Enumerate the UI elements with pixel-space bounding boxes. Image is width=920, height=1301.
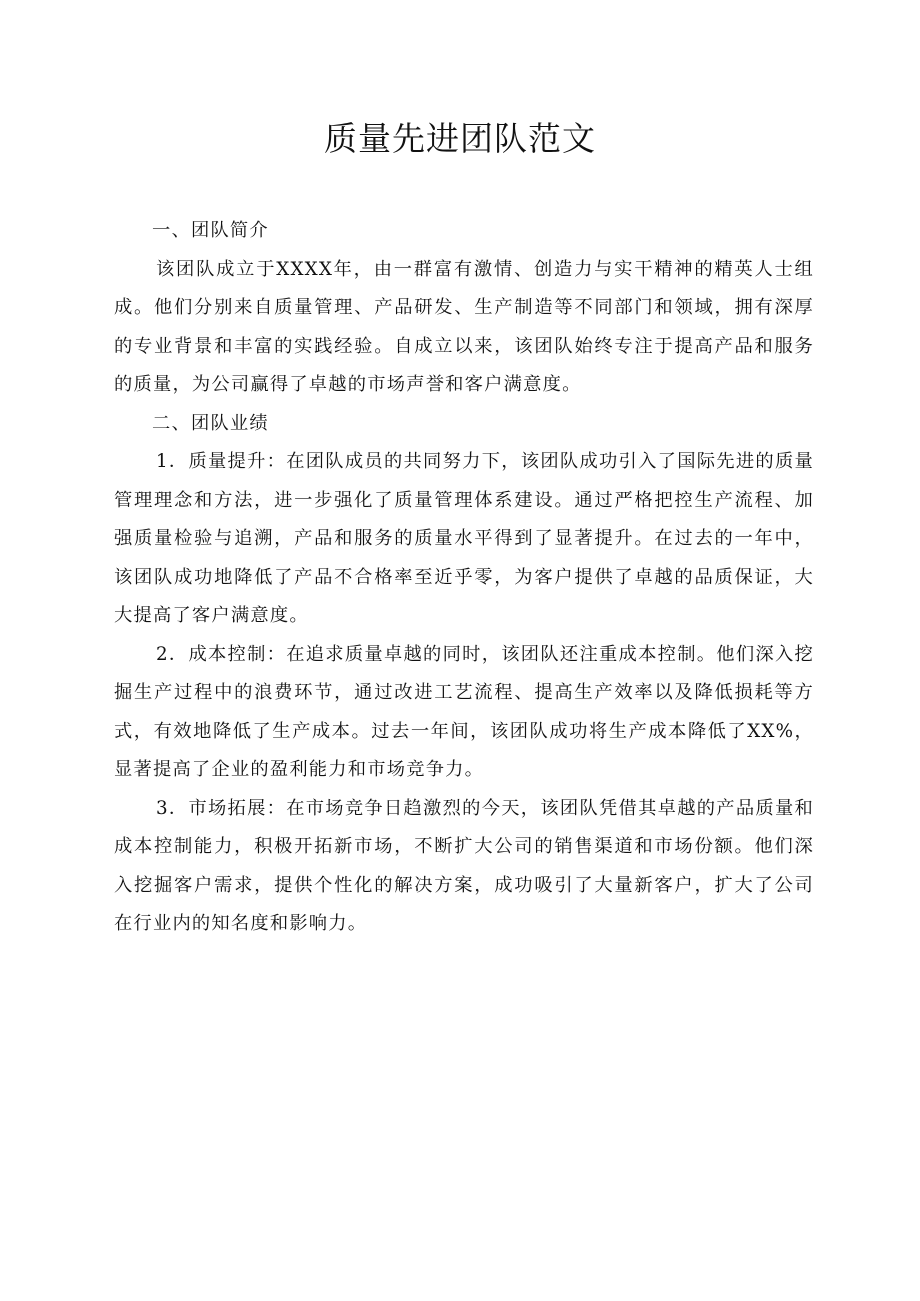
section-heading-team-intro: 一、团队简介	[152, 220, 269, 241]
paragraph-team-intro: 该团队成立于XXXX年，由一群富有激情、创造力与实干精神的精英人士组成。他们分别来自质量管理、产品研发、生产制造等不同部门和领域，拥有深厚的专业背景和丰富的实践经验。自成立以来，该团队始终专注于提高产品和服务的质量，为公司赢得了卓越的市场声誉和客户满意度。	[114, 258, 814, 395]
paragraph-cost-control: 2．成本控制：在追求质量卓越的同时，该团队还注重成本控制。他们深入挖掘生产过程中的浪费环节，通过改进工艺流程、提高生产效率以及降低损耗等方式，有效地降低了生产成本。过去一年间，该团队成功将生产成本降低了XX%，显著提高了企业的盈利能力和市场竞争力。	[114, 643, 814, 780]
document-body	[114, 212, 814, 944]
section-heading-team-achievements: 二、团队业绩	[152, 412, 269, 434]
paragraph-market-expansion: 3．市场拓展：在市场竞争日趋激烈的今天，该团队凭借其卓越的产品质量和成本控制能力，积极开拓新市场，不断扩大公司的销售渠道和市场份额。他们深入挖掘客户需求，提供个性化的解决方案，成功吸引了大量新客户，扩大了公司在行业内的知名度和影响力。	[114, 797, 814, 934]
paragraph-quality-improvement: 1．质量提升：在团队成员的共同努力下，该团队成功引入了国际先进的质量管理理念和方法，进一步强化了质量管理体系建设。通过严格把控生产流程、加强质量检验与追溯，产品和服务的质量水平得到了显著提升。在过去的一年中，该团队成功地降低了产品不合格率至近乎零，为客户提供了卓越的品质保证，大大提高了客户满意度。	[114, 451, 814, 626]
document-title: 质量先进团队范文	[324, 119, 596, 158]
